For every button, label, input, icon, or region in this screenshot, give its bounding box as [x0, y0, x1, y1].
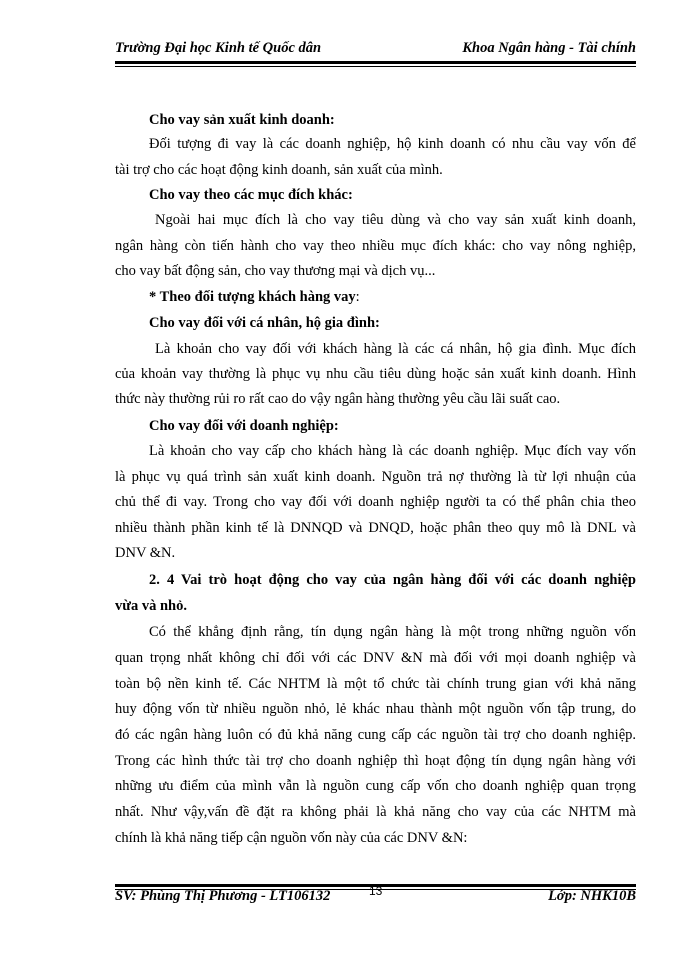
body-line: tài trợ cho các hoạt động kinh doanh, sản xuất của mình.: [115, 162, 443, 178]
body-line: nhất. Như vậy,vấn đề đặt ra không phải là khả năng cho vay của các NHTM mà: [115, 804, 636, 820]
body-line: Đối tượng đi vay là các doanh nghiệp, hộ kinh doanh có nhu cầu vay vốn để: [149, 136, 636, 152]
body-line: là phục vụ quá trình sản xuất kinh doanh. Nguồn trả nợ thường là từ lợi nhuận của: [115, 469, 636, 485]
body-line: nhiều thành phần kinh tế là DNNQD và DNQD, hoặc phân theo quy mô là DNL và: [115, 520, 636, 536]
heading-colon: :: [355, 289, 360, 305]
body-line: ngân hàng còn tiến hành cho vay theo nhiều mục đích khác: cho vay nông nghiệp,: [115, 238, 636, 254]
header-faculty: Khoa Ngân hàng - Tài chính: [462, 40, 636, 56]
body-line: huy động vốn từ nhiều nguồn nhỏ, lẻ khác nhau thành một nguồn vốn tập trung, do: [115, 701, 636, 717]
heading-doi-tuong-khach-hang: [149, 287, 670, 307]
body-line: những ưu điểm của mình vẫn là nguồn cung cấp vốn cho doanh nghiệp quan trọng: [115, 778, 636, 794]
heading-doi-tuong-text: * Theo đối tượng khách hàng vay: [149, 289, 356, 305]
body-line: thức này thường rủi ro rất cao do vậy ngân hàng thường yêu cầu lãi suất cao.: [115, 391, 561, 407]
heading-cho-vay-muc-dich-khac: Cho vay theo các mục đích khác:: [149, 187, 353, 203]
body-line: chủ thể đi vay. Trong cho vay đối với doanh nghiệp người ta có thể phân chia theo: [115, 494, 636, 510]
body-line: quan trọng nhất không chỉ đối với các DNV &N mà đối với mọi doanh nghiệp và: [115, 650, 636, 666]
body-line: của khoản vay thường là phục vụ nhu cầu tiêu dùng hoặc sản xuất kinh doanh. Hình: [115, 366, 636, 382]
body-line: DNV &N.: [115, 545, 176, 561]
footer-student: SV: Phùng Thị Phương - LT106132: [115, 888, 331, 904]
header-rule: [115, 61, 636, 67]
header-university: Trường Đại học Kinh tế Quốc dân: [115, 40, 322, 56]
body-line: Là khoản cho vay đối với khách hàng là các cá nhân, hộ gia đình. Mục đích: [155, 341, 636, 357]
body-line: Là khoản cho vay cấp cho khách hàng là các doanh nghiệp. Mục đích vay vốn: [149, 443, 636, 459]
heading-ca-nhan-ho-gia-dinh: Cho vay đối với cá nhân, hộ gia đình:: [149, 315, 380, 331]
page-number: 13: [369, 884, 383, 898]
footer-class: Lớp: NHK10B: [548, 888, 636, 904]
section-heading-2-4: 2. 4 Vai trò hoạt động cho vay của ngân hàng đối với các doanh nghiệp: [149, 572, 636, 588]
body-line: cho vay bất động sản, cho vay thương mại và dịch vụ...: [115, 263, 436, 279]
page-header: [115, 40, 636, 60]
body-line: toàn bộ nền kinh tế. Các NHTM là một tổ chức tài chính trung gian với khả năng: [115, 676, 636, 692]
body-line: Có thể khẳng định rằng, tín dụng ngân hàng là một trong những nguồn vốn: [149, 624, 636, 640]
page-footer: [115, 884, 636, 908]
body-line: đó các ngân hàng luôn có đủ khả năng cung cấp các nguồn tài trợ cho doanh nghiệp.: [115, 727, 636, 743]
body-line: Trong các hình thức tài trợ cho doanh nghiệp thì hoạt động tín dụng ngân hàng với: [115, 753, 636, 769]
heading-cho-vay-sxkd: Cho vay sản xuất kinh doanh:: [149, 112, 335, 128]
body-line: chính là khả năng tiếp cận nguồn vốn này của các DNV &N:: [115, 830, 468, 846]
section-heading-2-4-cont: vừa và nhỏ.: [115, 598, 187, 614]
heading-doanh-nghiep: Cho vay đối với doanh nghiệp:: [149, 418, 339, 434]
body-line: Ngoài hai mục đích là cho vay tiêu dùng và cho vay sản xuất kinh doanh,: [155, 212, 636, 228]
